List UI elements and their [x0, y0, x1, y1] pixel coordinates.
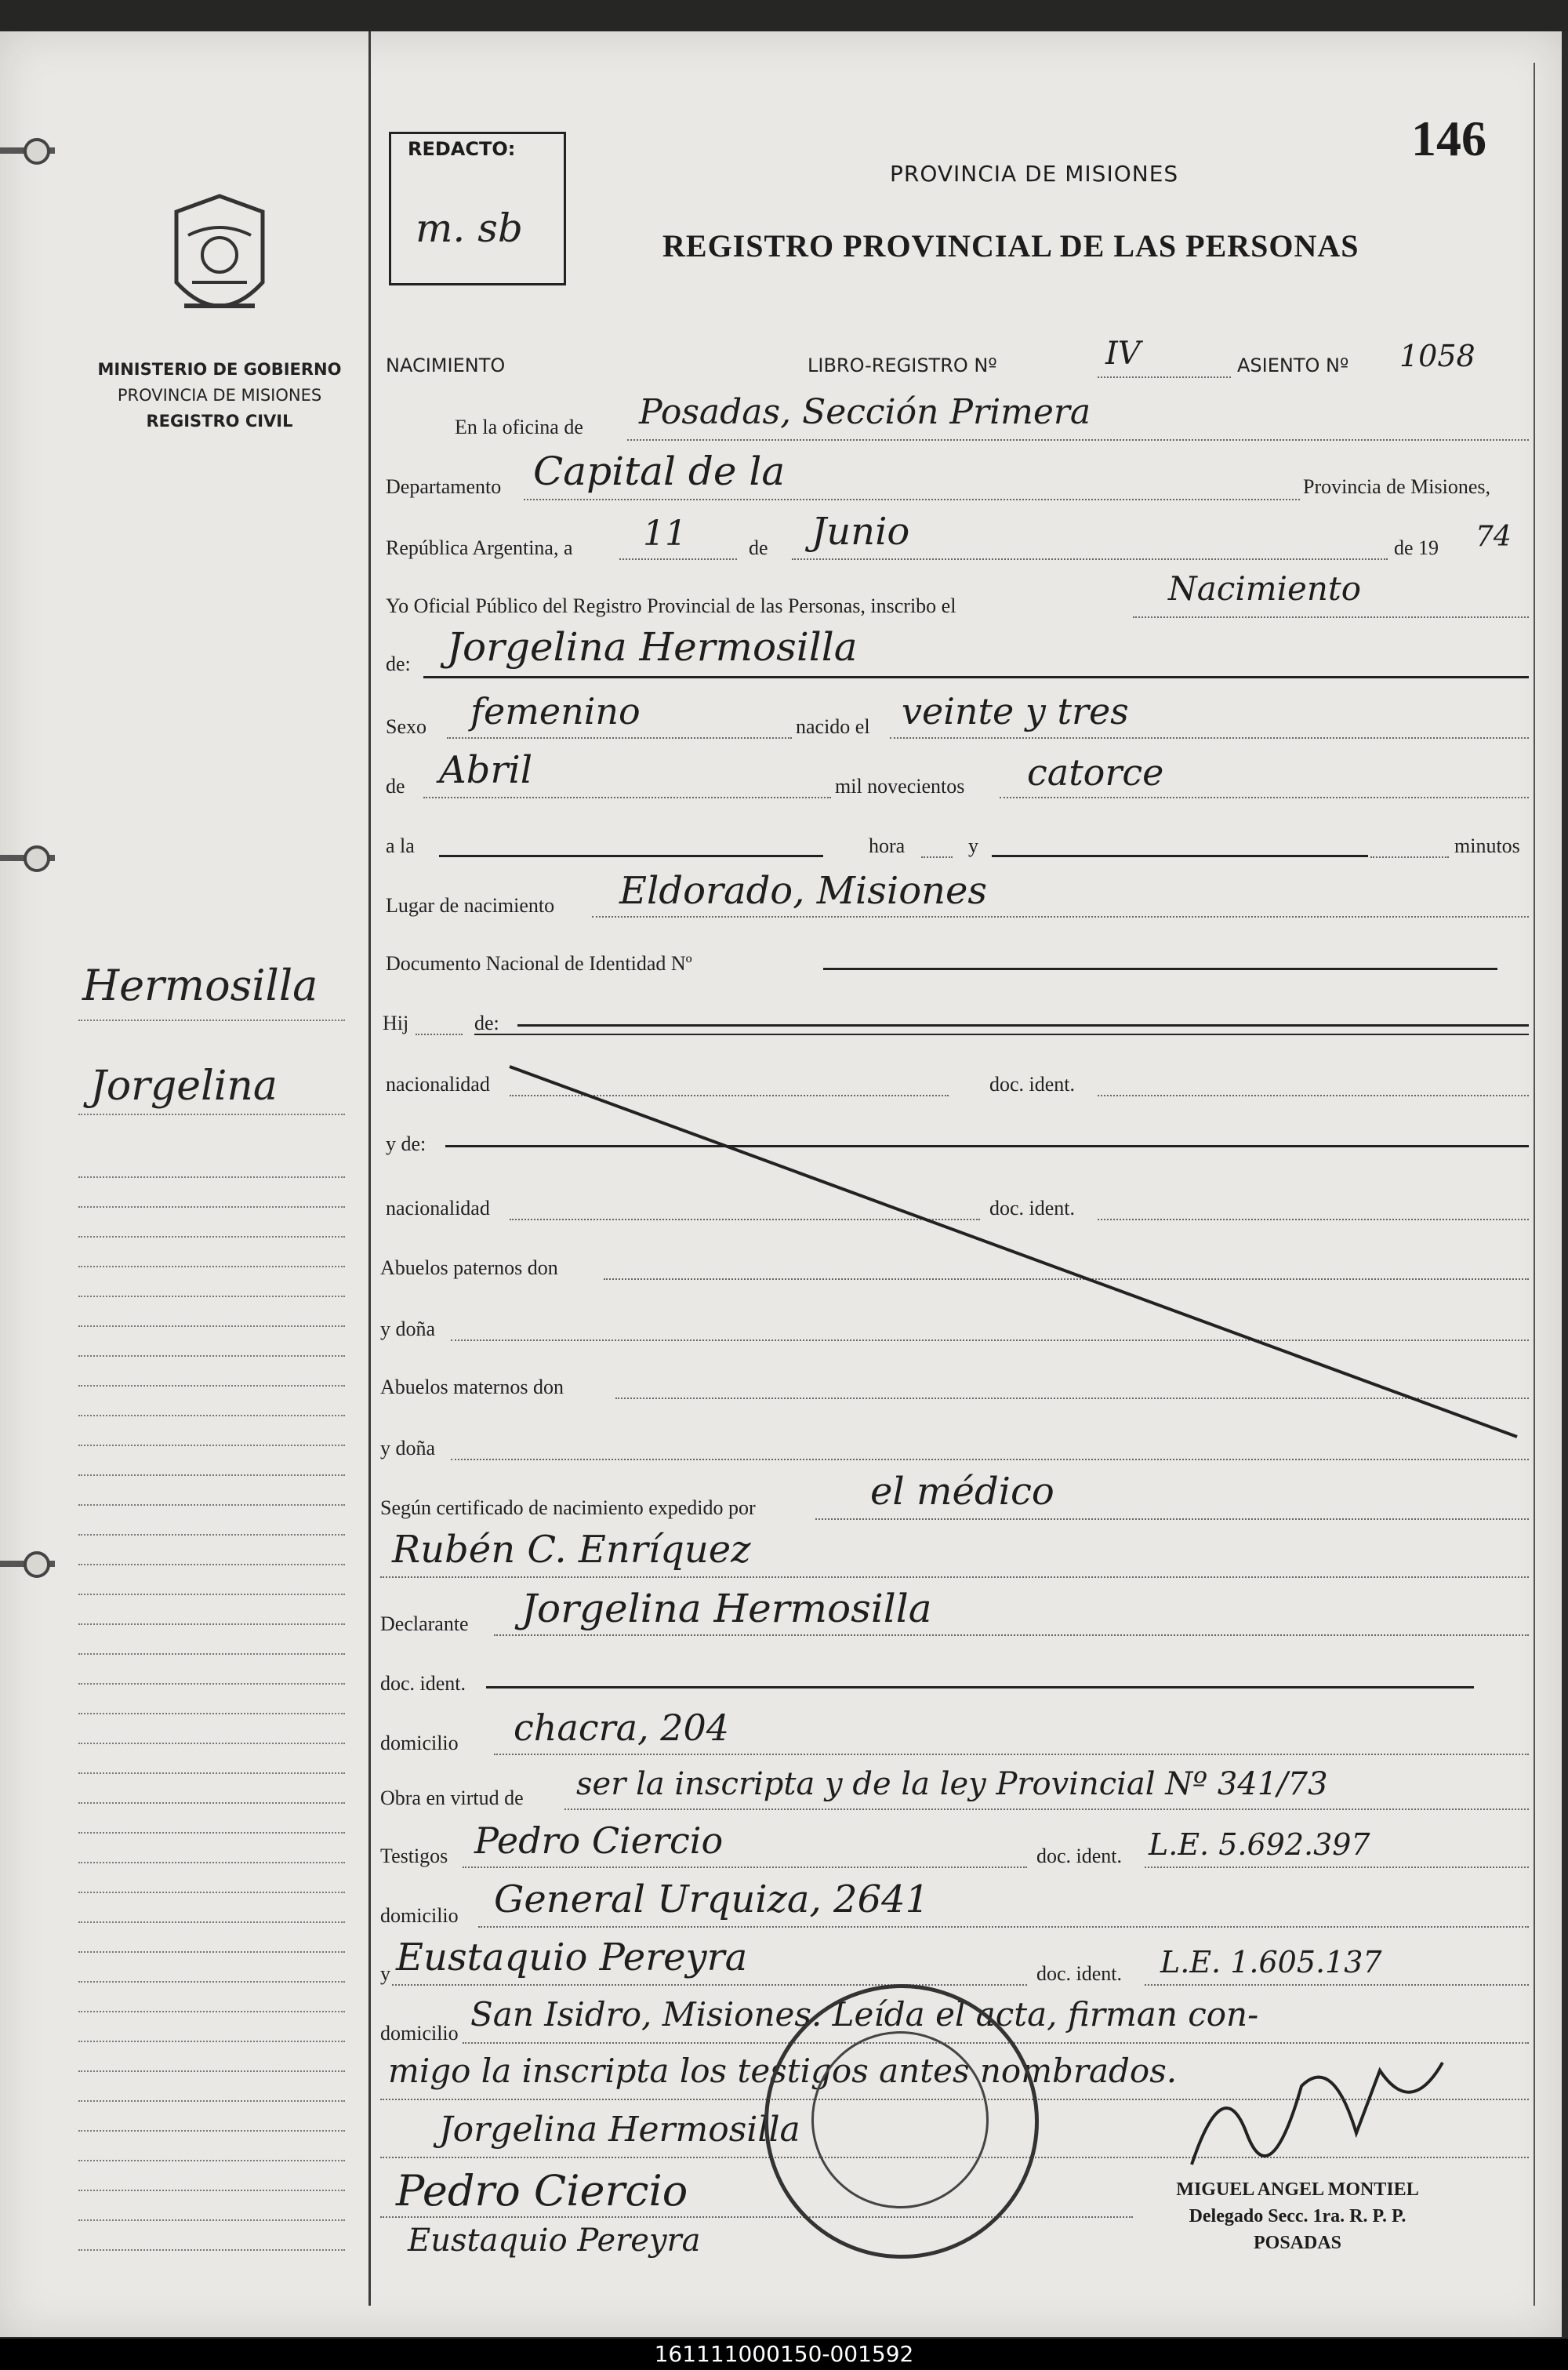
- asiento-label: ASIENTO Nº: [1237, 354, 1349, 376]
- section-label: NACIMIENTO: [386, 354, 506, 376]
- inscribo-label: Yo Oficial Público del Registro Provincial de las Personas, inscribo el: [386, 594, 956, 617]
- nacido-value: veinte y tres: [902, 690, 1129, 732]
- de-label: de: [749, 536, 768, 559]
- y-dona-label: y doña: [380, 1318, 436, 1340]
- blank-line: [392, 1984, 1027, 1986]
- domicilio-label: domicilio: [380, 1732, 459, 1754]
- blank-line: [494, 1754, 1529, 1755]
- official-block: [1141, 2176, 1454, 2256]
- ministry-line: REGISTRO CIVIL: [146, 412, 293, 431]
- nacionalidad-label: nacionalidad: [386, 1197, 490, 1220]
- doc-ident-label: doc. ident.: [380, 1672, 466, 1695]
- dni-label: Documento Nacional de Identidad Nº: [386, 952, 692, 975]
- y-label: y: [968, 834, 978, 857]
- de-label: de: [386, 775, 405, 798]
- declarante-value: Jorgelina Hermosilla: [521, 1586, 932, 1631]
- hij-label: Hij: [383, 1012, 409, 1034]
- testigo2-doc: L.E. 1.605.137: [1160, 1945, 1382, 1979]
- domicilio-label: domicilio: [380, 2022, 459, 2045]
- y-de-label: y de:: [386, 1132, 426, 1155]
- closing-line-2: migo la inscripta los testigos antes nombrados.: [388, 2052, 1178, 2090]
- month-value: Junio: [811, 510, 910, 554]
- margin-surname: Hermosilla: [82, 961, 318, 1010]
- mil-value: catorce: [1027, 751, 1164, 794]
- certificado-value: el médico: [870, 1470, 1054, 1514]
- blank-line: [815, 1518, 1529, 1520]
- official-seal-inner-icon: [811, 2031, 989, 2208]
- libro-label: LIBRO-REGISTRO Nº: [808, 354, 997, 376]
- signature-inscripta: Jorgelina Hermosilla: [439, 2110, 800, 2150]
- obra-value: ser la inscripta y de la ley Provincial Nº 341/73: [576, 1766, 1328, 1802]
- official-city: POSADAS: [1253, 2233, 1342, 2253]
- closing-line-1: San Isidro, Misiones. Leída el acta, firman con-: [470, 1995, 1259, 2034]
- document-id: 161111000150-001592: [0, 2339, 1568, 2370]
- nacionalidad-label: nacionalidad: [386, 1073, 490, 1096]
- hora-label: hora: [869, 834, 906, 857]
- departamento-label: Departamento: [386, 475, 502, 498]
- blank-line: [486, 1686, 1474, 1688]
- libro-value: IV: [1105, 336, 1141, 372]
- ministry-line: PROVINCIA DE MISIONES: [117, 386, 322, 405]
- obra-label: Obra en virtud de: [380, 1787, 524, 1809]
- doc-ident-label: doc. ident.: [989, 1073, 1076, 1096]
- page-number: 146: [1411, 111, 1486, 166]
- signature-testigo1: Pedro Ciercio: [396, 2166, 688, 2216]
- testigo1-name: Pedro Ciercio: [474, 1819, 724, 1862]
- birth-month-value: Abril: [439, 748, 533, 792]
- year-value: 74: [1475, 521, 1512, 553]
- year-label: de 19: [1394, 536, 1439, 559]
- abuelos-paternos-label: Abuelos paternos don: [380, 1256, 558, 1279]
- mil-label: mil novecientos: [835, 775, 965, 798]
- ministry-line: MINISTERIO DE GOBIERNO: [97, 360, 342, 379]
- hij-de-label: de:: [474, 1012, 499, 1034]
- redacto-label: REDACTO:: [408, 138, 516, 160]
- blank-line: [564, 1808, 1529, 1810]
- abuelos-maternos-label: Abuelos maternos don: [380, 1376, 564, 1398]
- province-heading: PROVINCIA DE MISIONES: [890, 161, 1179, 187]
- testigo2-name: Eustaquio Pereyra: [396, 1936, 748, 1979]
- blank-line: [463, 1867, 1027, 1868]
- blank-line: [494, 1634, 1529, 1636]
- blank-line: [478, 1926, 1529, 1928]
- day-value: 11: [643, 514, 687, 554]
- page-title: REGISTRO PROVINCIAL DE LAS PERSONAS: [662, 228, 1359, 264]
- lugar-label: Lugar de nacimiento: [386, 894, 555, 917]
- official-name: MIGUEL ANGEL MONTIEL: [1176, 2179, 1419, 2200]
- sexo-label: Sexo: [386, 715, 426, 738]
- persona-value: Jorgelina Hermosilla: [447, 624, 858, 670]
- official-signature-icon: [1176, 2039, 1490, 2196]
- declarante-label: Declarante: [380, 1612, 469, 1635]
- republica-label: República Argentina, a: [386, 536, 573, 559]
- minutos-label: minutos: [1454, 834, 1520, 857]
- provincia-label: Provincia de Misiones,: [1303, 475, 1491, 498]
- doc-ident-label: doc. ident.: [989, 1197, 1076, 1220]
- medico-value: Rubén C. Enríquez: [392, 1528, 751, 1572]
- testigos-label: Testigos: [380, 1845, 448, 1867]
- doc-ident-label: doc. ident.: [1036, 1845, 1123, 1867]
- certificado-label: Según certificado de nacimiento expedido por: [380, 1496, 756, 1519]
- official-role: Delegado Secc. 1ra. R. P. P.: [1189, 2206, 1406, 2226]
- sexo-value: femenino: [470, 690, 641, 732]
- y-dona-label: y doña: [380, 1437, 436, 1459]
- blank-line: [380, 1576, 1529, 1578]
- blank-line: [1145, 1984, 1529, 1986]
- inscribo-value: Nacimiento: [1168, 569, 1362, 608]
- testigo1-doc: L.E. 5.692.397: [1149, 1827, 1370, 1862]
- margin-given-name: Jorgelina: [90, 1063, 278, 1110]
- domicilio-label: domicilio: [380, 1904, 459, 1927]
- doc-ident-label: doc. ident.: [1036, 1962, 1123, 1985]
- a-la-label: a la: [386, 834, 415, 857]
- domicilio-value: chacra, 204: [514, 1707, 730, 1749]
- lugar-value: Eldorado, Misiones: [619, 869, 988, 913]
- signature-testigo2: Eustaquio Pereyra: [408, 2223, 701, 2259]
- blank-line: [380, 2216, 1133, 2218]
- asiento-value: 1058: [1399, 339, 1475, 373]
- oficina-value: Posadas, Sección Primera: [639, 392, 1091, 432]
- oficina-label: En la oficina de: [455, 416, 583, 438]
- departamento-value: Capital de la: [533, 449, 786, 494]
- redacto-initials: m. sb: [416, 205, 523, 251]
- blank-line: [1145, 1867, 1529, 1868]
- persona-label: de:: [386, 652, 411, 675]
- testigo1-domicilio: General Urquiza, 2641: [494, 1877, 930, 1921]
- y-label: y: [380, 1962, 390, 1985]
- nacido-label: nacido el: [796, 715, 870, 738]
